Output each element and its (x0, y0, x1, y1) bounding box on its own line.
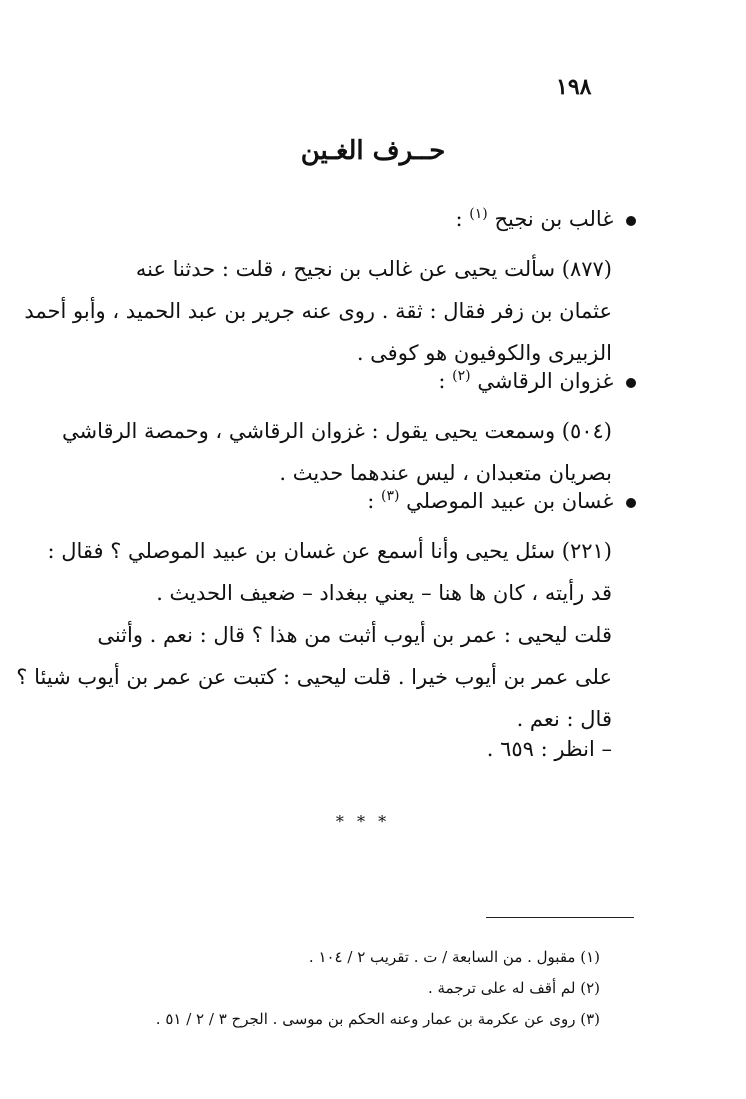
text-line: (٥٠٤) وسمعت يحيى يقول : غزوان الرقاشي ، وحمصة الرقاشي (61, 419, 612, 443)
see-also-reference (92, 728, 612, 770)
section-separator: * * * (335, 812, 391, 831)
bullet-icon (626, 216, 636, 226)
entry-heading-colon: : (455, 207, 463, 231)
text-line: عثمان بن زفر فقال : ثقة . روى عنه جرير بن عبد الحميد ، وأبو أحمد (24, 299, 612, 323)
chapter-title-text: حــرف الغـين (300, 136, 446, 166)
chapter-title (0, 136, 746, 166)
entry-heading-name: غالب بن نجيح (494, 207, 614, 231)
text-line: قلت ليحيى : عمر بن أيوب أثبت من هذا ؟ قال : نعم . وأثنى (97, 623, 612, 647)
footnote-ref: (٣) (381, 488, 400, 504)
footnotes (60, 942, 600, 1035)
text-line: الزبيرى والكوفيون هو كوفى . (356, 341, 612, 365)
footnote-ref: (٢) (452, 368, 471, 384)
entry-heading-ghazwan (438, 368, 636, 393)
footnote-divider (486, 917, 634, 918)
entry-text-ghassan (47, 530, 612, 614)
page-number: ١٩٨ (556, 74, 592, 100)
bullet-icon (626, 378, 636, 388)
entry-heading-colon: : (367, 489, 375, 513)
entry-heading-colon: : (438, 369, 446, 393)
entry-text-ghazwan (61, 410, 612, 494)
footnote-ref: (١) (469, 206, 488, 222)
entry-text-ghalib (24, 248, 612, 374)
entry-heading-ghalib (456, 206, 636, 231)
text-line: (٨٧٧) سألت يحيى عن غالب بن نجيح ، قلت : حدثنا عنه (135, 257, 612, 281)
text-line: قد رأيته ، كان ها هنا – يعني ببغداد – ضعيف الحديث . (156, 581, 612, 605)
bullet-icon (626, 498, 636, 508)
entry-heading-ghassan (367, 488, 636, 513)
see-also-text: – انظر : ٦٥٩ . (486, 737, 612, 761)
entry-heading-name: غسان بن عبيد الموصلي (406, 489, 614, 513)
text-line: بصريان متعبدان ، ليس عندهما حديث . (279, 461, 612, 485)
text-line: على عمر بن أيوب خيرا . قلت ليحيى : كتبت عن عمر بن أيوب شيئا ؟ (16, 665, 612, 689)
text-line: قال : نعم . (516, 707, 612, 731)
text-line: (٢٢١) سئل يحيى وأنا أسمع عن غسان بن عبيد الموصلي ؟ فقال : (47, 539, 612, 563)
footnote-1: (١) مقبول . من السابعة / ت . تقريب ٢ / ١٠٤ . (308, 948, 600, 966)
footnote-3: (٣) روى عن عكرمة بن عمار وعنه الحكم بن موسى . الجرح ٣ / ٢ / ٥١ . (155, 1010, 600, 1028)
entry-heading-name: غزوان الرقاشي (477, 369, 614, 393)
footnote-2: (٢) لم أقف له على ترجمة . (427, 979, 600, 997)
entry-text-ghassan-continued (16, 614, 612, 740)
